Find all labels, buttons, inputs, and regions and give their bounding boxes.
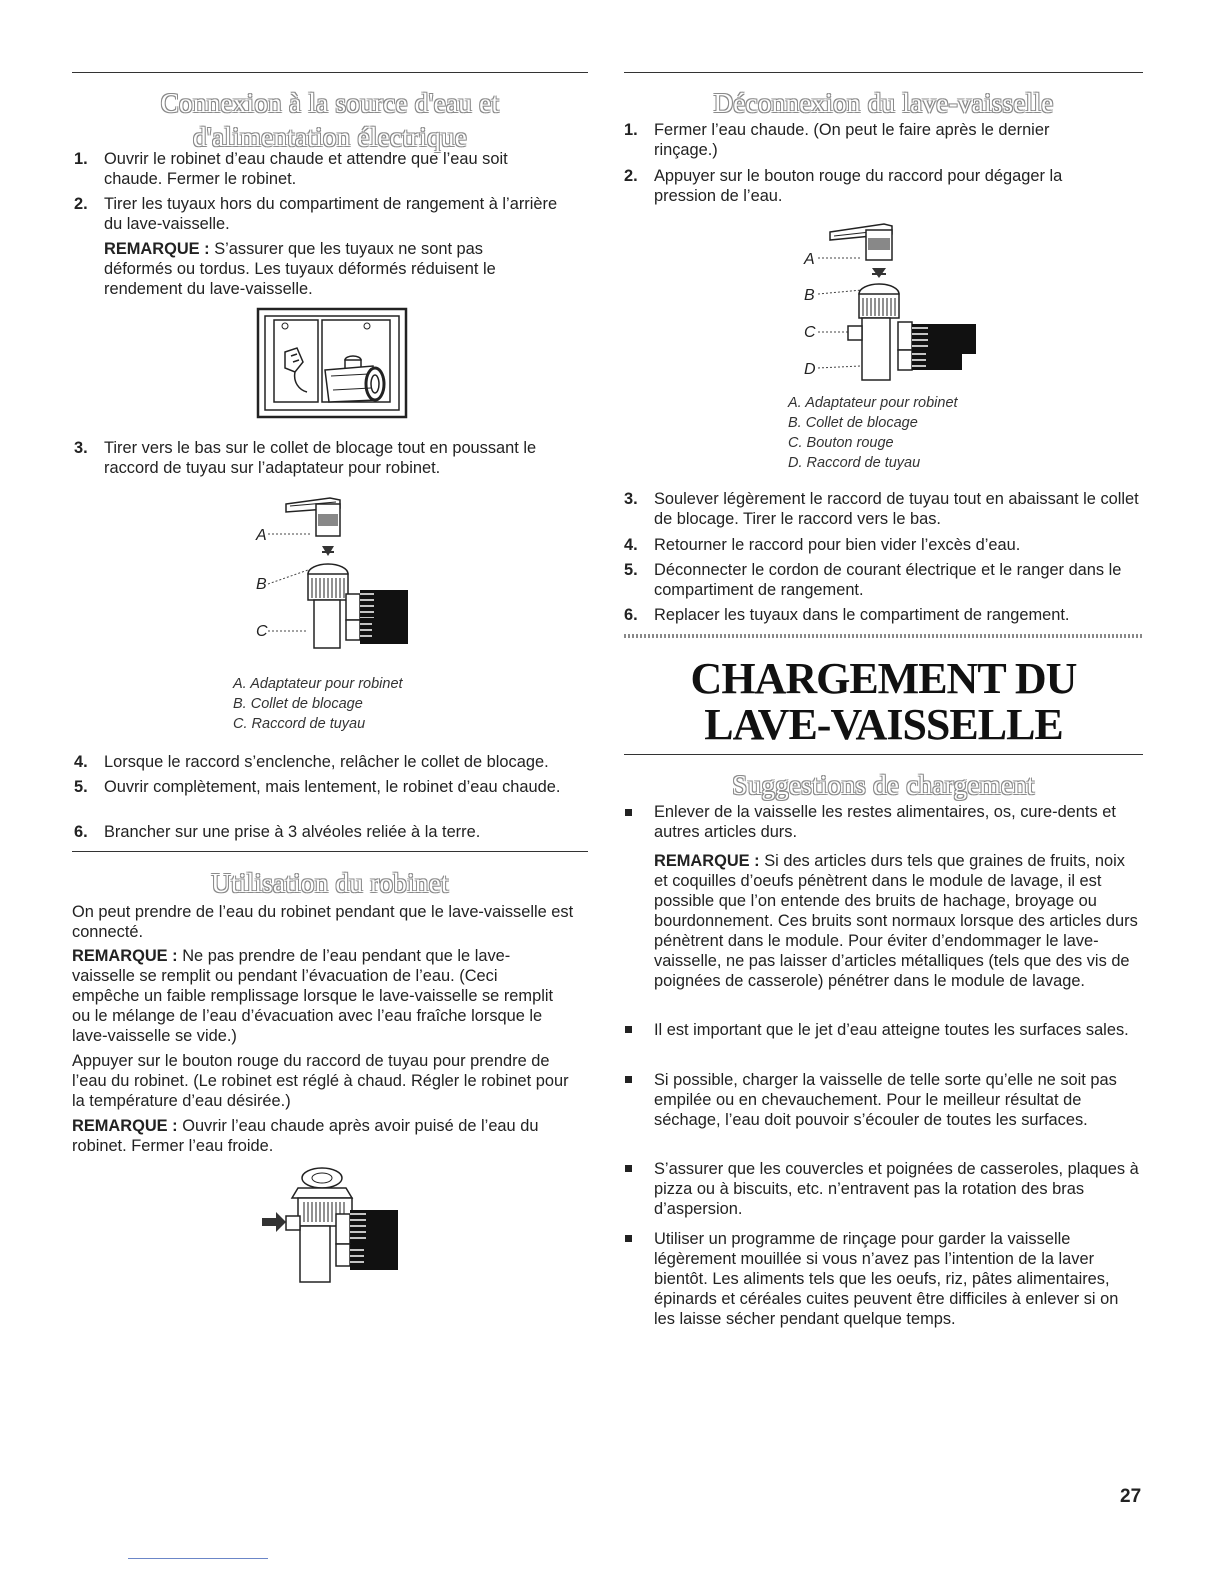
section-title-connexion [72,86,588,154]
figure-label-c: C [804,324,816,341]
figure-caption: A. Adaptateur pour robinet B. Collet de blocage C. Bouton rouge D. Raccord de tuyau [788,395,958,471]
section-title-suggestions: Suggestions de chargement [732,770,1035,800]
section-rule-right [624,754,1143,755]
note-paragraph: REMARQUE : S’assurer que les tuyaux ne sont pas déformés ou tordus. Les tuyaux déformés réduisent le rendement du lave-vaisselle. [104,240,496,298]
section-title-line1: Connexion à la source d'eau et [160,88,500,118]
note-paragraph: REMARQUE : Si des articles durs tels que graines de fruits, noix et coquilles d’oeufs pénètrent dans le module de lavage, il est possible que l’on entende des bruits de hachage, broyage ou bourdonnement. Ces bruits sont normaux lorsque des articles durs pénètrent dans le module. Pour éviter d’endommager le lave-vaisselle, ne pas laisser d’articles métalliques (tels que des vis de poignées de casserole) pénétrer dans le module de lavage. [654,852,1138,990]
chapter-title-line1: CHARGEMENT DU [690,654,1077,703]
chapter-title-line2: LAVE-VAISSELLE [704,700,1063,749]
figure-label-a: A [804,251,815,268]
list-item: S’assurer que les couvercles et poignées de casseroles, plaques à pizza ou à biscuits, etc. n’entravent pas la rotation des bras d’aspersion. [654,1160,1139,1218]
figure-label-b: B [804,287,815,304]
red-button-fitting-illustration [258,1164,408,1288]
figure-label-b: B [256,576,267,593]
figure-label-d: D [804,361,816,378]
chapter-title [624,656,1143,748]
storage-compartment-illustration [255,306,415,424]
bullet-icon [625,809,632,816]
faucet-adapter-illustration [250,494,410,654]
faucet-adapter-labeled-illustration [800,220,980,384]
section-rule-left [72,851,588,852]
page-number: 27 [1120,1486,1142,1507]
bullet-icon [625,1235,632,1242]
bullet-icon [625,1076,632,1083]
list-item: Il est important que le jet d’eau atteigne toutes les surfaces sales. [654,1021,1129,1039]
section-title-line2: d'alimentation électrique [192,122,467,152]
figure-label-a: A [256,527,267,544]
section-title-utilisation: Utilisation du robinet [211,868,449,898]
list-item: Enlever de la vaisselle les restes alimentaires, os, cure-dents et autres articles durs. [654,803,1116,841]
top-rule-left [72,72,588,73]
bullet-icon [625,1026,632,1033]
instruction-paragraph: Appuyer sur le bouton rouge du raccord de tuyau pour prendre de l’eau du robinet. (Le robinet est réglé à chaud. Régler le robinet pour la température d’eau désirée.) [72,1052,569,1110]
list-item: Si possible, charger la vaisselle de telle sorte qu’elle ne soit pas empilée ou en chevauchement. Pour le meilleur résultat de séchage, l’eau doit pouvoir s’écouler de toutes les surfaces. [654,1071,1117,1129]
bullet-icon [625,1165,632,1172]
note-paragraph: REMARQUE : Ne pas prendre de l’eau pendant que le lave-vaisselle se remplit ou pendant l’évacuation de l’eau. (Ceci empêche un faible remplissage lorsque le lave-vaisselle se remplit ou le mélange de l’eau d’évacuation avec l’eau fraîche lorsque le lave-vaisselle se vide.) [72,947,554,1045]
intro-paragraph: On peut prendre de l’eau du robinet pendant que le lave-vaisselle est connecté. [72,903,574,941]
note-paragraph: REMARQUE : Ouvrir l’eau chaude après avoir puisé de l’eau du robinet. Fermer l’eau froide. [72,1117,539,1155]
chapter-divider [624,634,1143,638]
figure-label-c: C [256,623,268,640]
top-rule-right [624,72,1143,73]
figure-caption: A. Adaptateur pour robinet B. Collet de blocage C. Raccord de tuyau [233,676,403,732]
footer-line [128,1558,268,1559]
list-item: Utiliser un programme de rinçage pour garder la vaisselle légèrement mouillée si vous n’avez pas l’intention de la laver bientôt. Les aliments tels que les oeufs, riz, pâtes alimentaires, épinards et céréales cuites peuvent être difficiles à enlever si on les laisse sécher pendant quelque temps. [654,1230,1119,1328]
section-title-deconnexion: Déconnexion du lave-vaisselle [713,88,1054,118]
